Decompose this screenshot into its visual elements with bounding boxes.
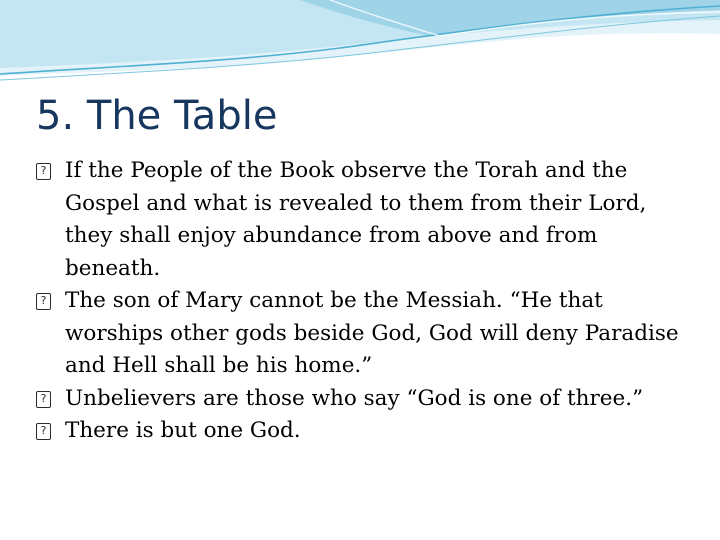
bullet-item bbox=[36, 155, 686, 285]
slide-title: 5. The Table bbox=[36, 93, 278, 139]
missing-glyph-icon: ? bbox=[36, 293, 51, 310]
header-wave-decoration bbox=[0, 0, 720, 90]
bullet-text: There is but one God. bbox=[65, 418, 301, 443]
bullet-item bbox=[36, 285, 686, 383]
missing-glyph-icon: ? bbox=[36, 423, 51, 440]
missing-glyph-icon: ? bbox=[36, 391, 51, 408]
bullet-list bbox=[36, 155, 686, 448]
bullet-item bbox=[36, 383, 686, 416]
bullet-item bbox=[36, 415, 686, 448]
missing-glyph-icon: ? bbox=[36, 163, 51, 180]
bullet-text: Unbelievers are those who say “God is one of three.” bbox=[65, 385, 644, 411]
bullet-text: The son of Mary cannot be the Messiah. “He that worships other gods beside God, God will deny Paradise and Hell shall be his home.” bbox=[65, 288, 679, 378]
bullet-text: If the People of the Book observe the Torah and the Gospel and what is revealed to them from their Lord, they shall enjoy abundance from above and from beneath. bbox=[65, 158, 647, 281]
